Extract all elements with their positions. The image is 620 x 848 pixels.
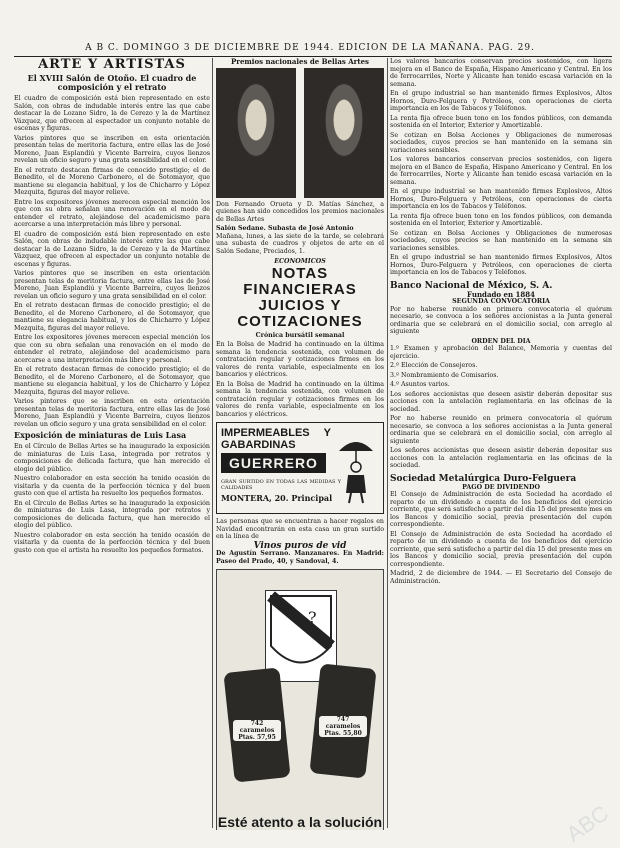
bank-kicker: SEGUNDA CONVOCATORIA: [452, 298, 550, 305]
ad-brand: GUERRERO: [221, 453, 326, 473]
page-header: A B C. DOMINGO 3 DE DICIEMBRE DE 1944. EDICION DE LA MAÑANA. PAG. 29.: [85, 43, 535, 53]
advertisement-guerrero: [216, 422, 384, 514]
paragraph: Los valores bancarios conservan precios sostenidos, con ligera mejora en el Banco de España, Hispano Americano y Central. En los de ferrocarriles, Norte y Alicante han tenido escasa variación en la semana.: [390, 58, 612, 88]
photo-row: [216, 68, 384, 198]
paragraph: Varios pintores que se inscriben en esta orientación presentan telas de meritoria factura, entre ellas las de José Moreno, Juan Esplandiú y Vicente Barreira, cuyos lienzos revelan un oficio seguro y una grata sensibilidad en el color.: [14, 270, 210, 300]
ad-headline: IMPERMEABLES Y GABARDINAS: [221, 427, 331, 451]
ad-tagline: GRAN SURTIDO EN TODAS LAS MEDIDAS Y CALIDADES: [221, 479, 341, 491]
paragraph: Por no haberse reunido en primera convocatoria el quórum necesario, se convoca a los señores accionistas a la Junta general ordinaria que se celebrará en el domicilio social, con arreglo al siguiente: [390, 305, 612, 335]
duro-subtitle: PAGO DE DIVIDENDO: [462, 483, 540, 491]
duro-title: Sociedad Metalúrgica Duro-Felguera: [390, 473, 577, 484]
paragraph: El Consejo de Administración de esta Sociedad ha acordado el reparto de un dividendo a cuenta de los beneficios del ejercicio corriente, que será satisfecho a partir del día 15 del presente mes en los Bancos y domicilio social, previa presentación del cupón correspondiente.: [390, 491, 612, 528]
wine-title: Vinos puros de vid: [253, 540, 347, 551]
paragraph: En el grupo industrial se han mantenido firmes Explosivos, Altos Hornos, Duro-Felguera y Petróleos, con operaciones de cierta importancia en los de Tabacos y Teléfonos.: [390, 90, 612, 112]
paragraph: Entre los expositores jóvenes merecen especial mención los que con su obra señalan una renovación en el modo de entender el retrato, alejándose del academicismo para acercarse a una interpretación más libre y personal.: [14, 198, 210, 228]
auction-title: Salón Sedane. Subasta de José Antonio: [216, 225, 354, 232]
signature-line: Madrid, 2 de diciembre de 1944. — El Secretario del Consejo de Administración.: [390, 570, 612, 585]
paragraph: Los señores accionistas que deseen asistir deberán depositar sus acciones con la antelación reglamentaria en las oficinas de la sociedad.: [390, 390, 612, 413]
order-item: 2.º Elección de Consejeros.: [390, 362, 478, 369]
paragraph: En la Bolsa de Madrid ha continuado en la última semana la tendencia sostenida, con volumen de contratación regular y cotizaciones firmes en los valores de renta variable, especialmente en los bancarios y eléctricos.: [216, 380, 384, 418]
paragraph: Se cotizan en Bolsa Acciones y Obligaciones de numerosas sociedades, cuyos precios se han mantenido en la semana sin variaciones sensibles.: [390, 229, 612, 252]
paragraph: El cuadro de composición está bien representado en este Salón, con obras de indudable interés entre las que cabe destacar la de Lozano Sidro, la de Cerezo y la de Martínez Vázquez, que ofrecen al espectador un conjunto notable de escenas y figuras.: [14, 95, 210, 132]
paragraph: De Agustín Serrano. Manzanares. En Madrid: Paseo del Prado, 40, y Sandoval, 4.: [216, 550, 384, 565]
ad-slogan: Esté atento a la solución: [217, 814, 383, 830]
section-title: ARTE Y ARTISTAS: [38, 58, 186, 72]
price-tag: 742 caramelos Ptas. 57,95: [233, 720, 281, 741]
column-center: [216, 58, 384, 830]
umbrella-figure-icon: [335, 433, 377, 505]
paragraph: Las personas que se encuentran a hacer regalos en Navidad encontrarán en esta casa un gran surtido en la línea de: [216, 518, 384, 540]
kicker: ECONOMICOS: [274, 258, 326, 265]
paragraph: Varios pintores que se inscriben en esta orientación presentan telas de meritoria factura, entre ellas las de José Moreno, Juan Esplandiú y Vicente Barreira, cuyos lienzos revelan un oficio seguro y una grata sensibilidad en el color.: [14, 398, 210, 428]
paragraph: Varios pintores que se inscriben en esta orientación presentan telas de meritoria factura, entre ellas las de José Moreno, Juan Esplandiú y Vicente Barreira, cuyos lienzos revelan un oficio seguro y una grata sensibilidad en el color.: [14, 134, 210, 164]
column-finance: [390, 58, 612, 830]
column-divider: [387, 58, 388, 828]
paragraph: En el retrato destacan firmas de conocido prestigio; el de Benedito, el de Moreno Carbonero, el de Sotomayor, que mantiene su elegancia habitual, y los de Chicharro y López Mezquita, figuras del mayor relieve.: [14, 166, 210, 196]
paragraph: La renta fija ofrece buen tono en los fondos públicos, con demanda sostenida en el Interior, Exterior y Amortizable.: [390, 212, 612, 227]
paragraph: El cuadro de composición está bien representado en este Salón, con obras de indudable interés entre las que cabe destacar la de Lozano Sidro, la de Cerezo y la de Martínez Vázquez, que ofrecen al espectador un conjunto notable de escenas y figuras.: [14, 230, 210, 268]
paragraph: Por no haberse reunido en primera convocatoria el quórum necesario, se convoca a los señores accionistas a la Junta general ordinaria que se celebrará en el domicilio social, con arreglo al siguiente: [390, 415, 612, 445]
ad-address: MONTERA, 20. Principal: [221, 493, 333, 503]
portrait-photo: [304, 68, 384, 198]
column-divider: [212, 58, 213, 828]
paragraph: Nuestro colaborador en esta sección ha tenido ocasión de visitarla y da cuenta de la perfección técnica y del buen gusto con que el artista ha resuelto los pequeños formatos.: [14, 475, 210, 497]
paragraph: Se cotizan en Bolsa Acciones y Obligaciones de numerosas sociedades, cuyos precios se han mantenido en la semana sin variaciones sensibles.: [390, 131, 612, 154]
column-arte: [14, 58, 210, 830]
paragraph: En el retrato destacan firmas de conocido prestigio; el de Benedito, el de Moreno Carbonero, el de Sotomayor, que mantiene su elegancia habitual, y los de Chicharro y López Mezquita, figuras del mayor relieve.: [14, 302, 210, 332]
article-subhead: Exposición de miniaturas de Luis Lasa: [14, 430, 187, 440]
svg-text:?: ?: [308, 608, 317, 627]
paragraph: En el Círculo de Bellas Artes se ha inaugurado la exposición de miniaturas de Luis Lasa, integrada por retratos y composiciones de delicada factura, que han merecido el elogio del público.: [14, 443, 210, 473]
photo-caption: Don Fernando Orueta y D. Matías Sánchez, a quienes han sido concedidos los premios nacionales de Bellas Artes: [216, 200, 384, 223]
paragraph: Nuestro colaborador en esta sección ha tenido ocasión de visitarla y da cuenta de la perfección técnica y del buen gusto con que el artista ha resuelto los pequeños formatos.: [14, 531, 210, 554]
paragraph: En el grupo industrial se han mantenido firmes Explosivos, Altos Hornos, Duro-Felguera y Petróleos, con operaciones de cierta importancia en los de Tabacos y Teléfonos.: [390, 254, 612, 276]
order-item: 4.º Asuntos varios.: [390, 381, 450, 388]
order-item: 3.º Nombramiento de Comisarios.: [390, 371, 499, 379]
paragraph: En el grupo industrial se han mantenido firmes Explosivos, Altos Hornos, Duro-Felguera y Petróleos, con operaciones de cierta importancia en los de Tabacos y Teléfonos.: [390, 188, 612, 210]
price-tag: 747 caramelos Ptas. 55,80: [319, 716, 367, 737]
watermark: ABC: [561, 800, 613, 847]
header-rule: [14, 56, 612, 57]
paragraph: Mañana, lunes, a las siete de la tarde, se celebrará una subasta de cuadros y objetos de arte en el Salón Sedane, Preciados, 1.: [216, 232, 384, 255]
portrait-photo: [216, 68, 296, 198]
bank-title: Banco Nacional de México, S. A.: [390, 280, 553, 291]
bank-subtitle: Fundado en 1884: [467, 289, 535, 299]
order-title: ORDEN DEL DIA: [471, 337, 531, 345]
paragraph: En el retrato destacan firmas de conocido prestigio; el de Benedito, el de Moreno Carbonero, el de Sotomayor, que mantiene su elegancia habitual, y los de Chicharro y López Mezquita, figuras del mayor relieve.: [14, 366, 210, 396]
paragraph: Los señores accionistas que deseen asistir deberán depositar sus acciones con la antelación reglamentaria en las oficinas de la sociedad.: [390, 447, 612, 469]
article-subhead: El XVIII Salón de Otoño. El cuadro de composición y el retrato: [27, 73, 197, 92]
paragraph: Entre los expositores jóvenes merecen especial mención los que con su obra señalan una renovación en el modo de entender el retrato, alejándose del academicismo para acercarse a una interpretación más libre y personal.: [14, 334, 210, 364]
photo-header: Premios nacionales de Bellas Artes: [231, 58, 369, 66]
notas-title: NOTAS FINANCIERAS JUICIOS Y COTIZACIONES: [237, 264, 363, 330]
paragraph: Los valores bancarios conservan precios sostenidos, con ligera mejora en el Banco de España, Hispano Americano y Central. En los de ferrocarriles, Norte y Alicante han tenido escasa variación en la semana.: [390, 156, 612, 186]
order-item: 1.º Examen y aprobación del Balance, Memoria y cuentas del ejercicio.: [390, 345, 612, 360]
notas-subtitle: Crónica bursátil semanal: [255, 331, 345, 339]
paragraph: En la Bolsa de Madrid ha continuado en la última semana la tendencia sostenida, con volumen de contratación regular y cotizaciones firmes en los valores de renta variable, especialmente en los bancarios y eléctricos.: [216, 341, 384, 378]
paragraph: La renta fija ofrece buen tono en los fondos públicos, con demanda sostenida en el Interior, Exterior y Amortizable.: [390, 114, 612, 129]
paragraph: En el Círculo de Bellas Artes se ha inaugurado la exposición de miniaturas de Luis Lasa, integrada por retratos y composiciones de delicada factura, que han merecido el elogio del público.: [14, 499, 210, 529]
paragraph: El Consejo de Administración de esta Sociedad ha acordado el reparto de un dividendo a cuenta de los beneficios del ejercicio corriente, que será satisfecho a partir del día 15 del presente mes en los Bancos y domicilio social, previa presentación del cupón correspondiente.: [390, 530, 612, 568]
advertisement-caramelos: [216, 569, 384, 830]
